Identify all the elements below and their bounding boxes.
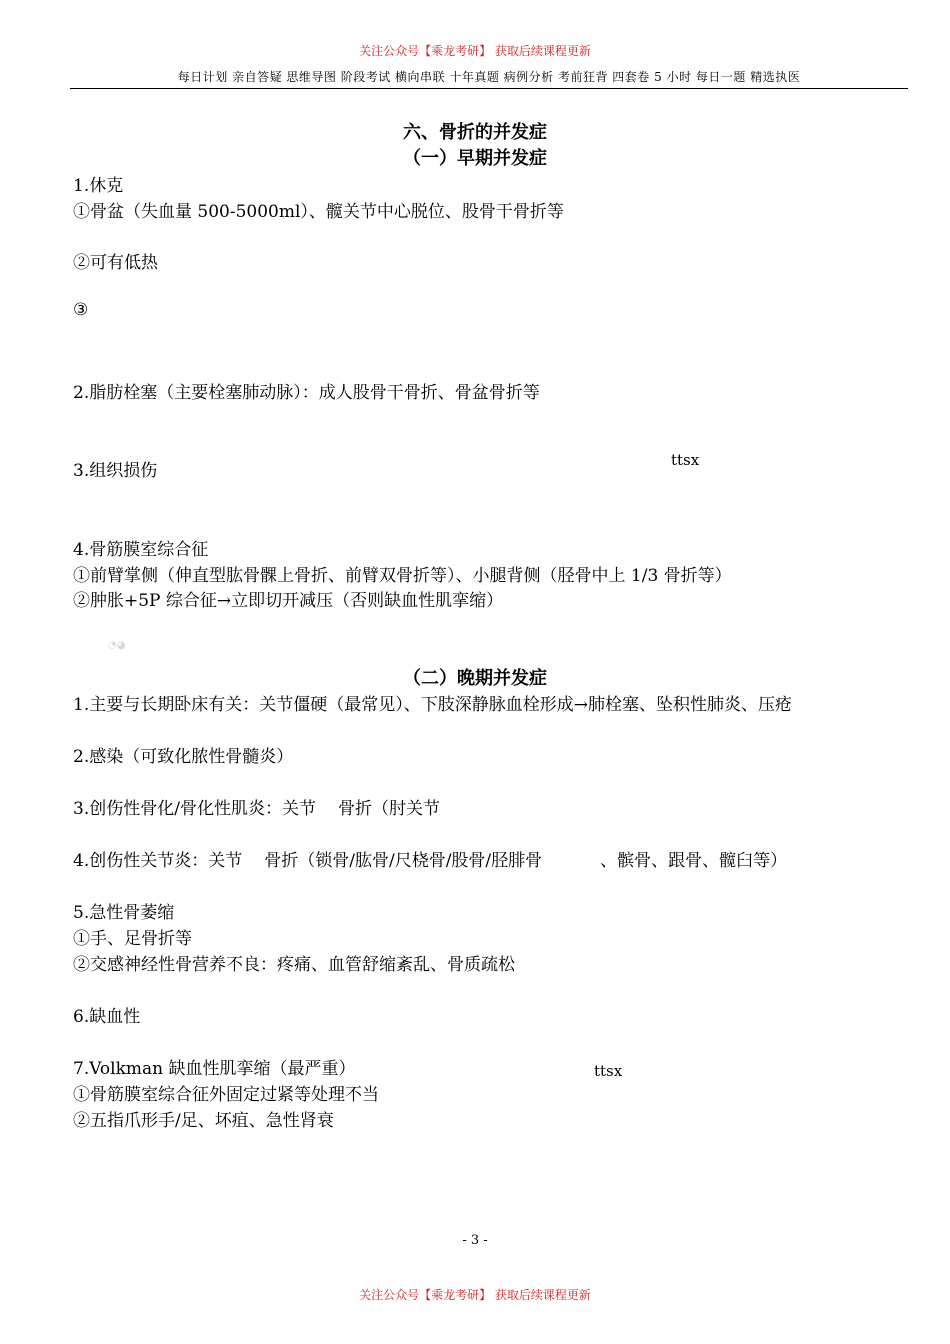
late-item-2: 2.感染（可致化脓性骨髓炎） <box>73 747 294 767</box>
early-compartment-2: ②肿胀+5P 综合征→立即切开减压（否则缺血性肌挛缩） <box>73 591 504 611</box>
late-item-5: 5.急性骨萎缩 <box>73 903 175 923</box>
subtitle-late: （二）晚期并发症 <box>403 668 547 689</box>
late-item-4b: 骨折（锁骨/肱骨/尺桡骨/股骨/胫腓骨 <box>264 851 543 871</box>
late-item-7-2: ②五指爪形手/足、坏疽、急性肾衰 <box>73 1111 334 1131</box>
header-promo: 关注公众号【乘龙考研】 获取后续课程更新 <box>359 44 591 58</box>
early-shock-2: ②可有低热 <box>73 253 158 273</box>
footer-promo: 关注公众号【乘龙考研】 获取后续课程更新 <box>359 1288 591 1302</box>
watermark-panda-icon: ◔◕ <box>108 640 126 651</box>
late-item-6: 6.缺血性 <box>73 1007 141 1027</box>
header-menu: 每日计划 亲自答疑 思维导图 阶段考试 横向串联 十年真题 病例分析 考前狂背 四套卷 5 小时 每日一题 精选执医 <box>177 70 801 84</box>
late-item-4 <box>73 846 787 871</box>
late-item-5-2: ②交感神经性骨营养不良：疼痛、血管舒缩紊乱、骨质疏松 <box>73 955 515 975</box>
late-item-7-1: ①骨筋膜室综合征外固定过紧等处理不当 <box>73 1085 379 1105</box>
late-item-5-1: ①手、足骨折等 <box>73 929 192 949</box>
early-compartment: 4.骨筋膜室综合征 <box>73 540 209 560</box>
early-tissue-injury: 3.组织损伤 <box>73 461 158 481</box>
page-number: - 3 - <box>462 1233 488 1248</box>
late-item-4c: 、髌骨、跟骨、髋臼等） <box>600 851 788 871</box>
header-rule <box>70 88 908 89</box>
page-title: 六、骨折的并发症 <box>403 122 547 143</box>
early-shock: 1.休克 <box>73 176 124 196</box>
late-item-3b: 骨折（肘关节 <box>337 799 440 819</box>
subtitle-early: （一）早期并发症 <box>403 148 547 169</box>
early-compartment-1: ①前臂掌侧（伸直型肱骨髁上骨折、前臂双骨折等）、小腿背侧（胫骨中上 1/3 骨折等） <box>73 566 732 586</box>
ttsx-mark-2: ttsx <box>594 1062 623 1080</box>
late-item-4a: 4.创伤性关节炎：关节 <box>73 851 243 871</box>
early-shock-1: ①骨盆（失血量 500-5000ml）、髋关节中心脱位、股骨干骨折等 <box>73 202 564 222</box>
ttsx-mark: ttsx <box>671 451 700 469</box>
late-item-3a: 3.创伤性骨化/骨化性肌炎：关节 <box>73 799 316 819</box>
late-item-1: 1.主要与长期卧床有关：关节僵硬（最常见）、下肢深静脉血栓形成→肺栓塞、坠积性肺炎、压疮 <box>73 695 792 715</box>
early-shock-3: ③ <box>73 300 89 320</box>
early-fat-embolism: 2.脂肪栓塞（主要栓塞肺动脉）：成人股骨干骨折、骨盆骨折等 <box>73 383 540 403</box>
late-item-7: 7.Volkman 缺血性肌挛缩（最严重） <box>73 1059 356 1079</box>
late-item-3 <box>73 794 440 819</box>
